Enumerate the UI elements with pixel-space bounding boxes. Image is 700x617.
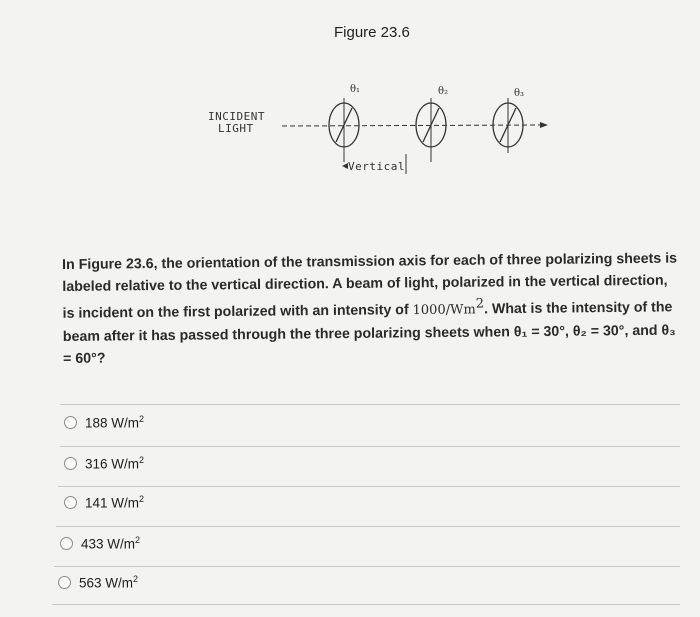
question-part1: In Figure 23.6, the orientation of the transmission axis for each of three polarizing sheets is labeled relative to the vertical direction. A beam of light, polarized in the vertical direction, is incident on the first polarized with an intensity of [62,250,678,322]
radio-button[interactable] [64,496,77,509]
divider [60,446,680,447]
option-label: 188 $W/m^2$ [85,414,145,431]
theta3-label: θ₃ [514,88,525,99]
theta1-label: θ₁ [350,84,361,95]
option-label: 563 $W/m^2$ [79,574,139,591]
intensity-exponent: 2 [475,296,485,312]
divider [58,486,680,487]
light-beam [282,125,540,126]
radio-button[interactable] [60,537,73,550]
option-label: 433 $W/m^2$ [81,535,141,552]
question-part2: . What is the intensity of the beam after it has passed through the three polarizing sheets when [62,299,673,345]
question-text [62,248,679,370]
answer-option-1[interactable] [64,414,144,431]
polarizer-diagram [200,78,560,178]
beam-arrow-icon [540,122,548,128]
radio-button[interactable] [58,576,71,589]
incident-label-line1: INCIDENT [208,110,265,123]
divider [52,604,680,605]
divider [54,566,680,567]
option-label: 316 $W/m^2$ [85,455,145,472]
question-condition: θ₁ = 30°, θ₂ = 30°, and θ₃ = 60°? [63,322,676,367]
intensity-value: 1000/Wm [412,302,476,319]
polarizer-figure [200,78,560,178]
radio-button[interactable] [64,416,77,429]
answer-option-3[interactable] [64,494,144,511]
divider [56,526,680,527]
answer-option-4[interactable] [60,535,140,552]
radio-button[interactable] [64,457,77,470]
figure-title: Figure 23.6 [334,24,410,41]
vertical-label: Vertical [348,160,405,173]
theta2-label: θ₂ [438,86,449,97]
option-label: 141 $W/m^2$ [85,494,145,511]
incident-label-line2: LIGHT [218,122,254,135]
answer-option-5[interactable] [58,574,138,591]
answer-option-2[interactable] [64,455,144,472]
divider [60,404,680,405]
